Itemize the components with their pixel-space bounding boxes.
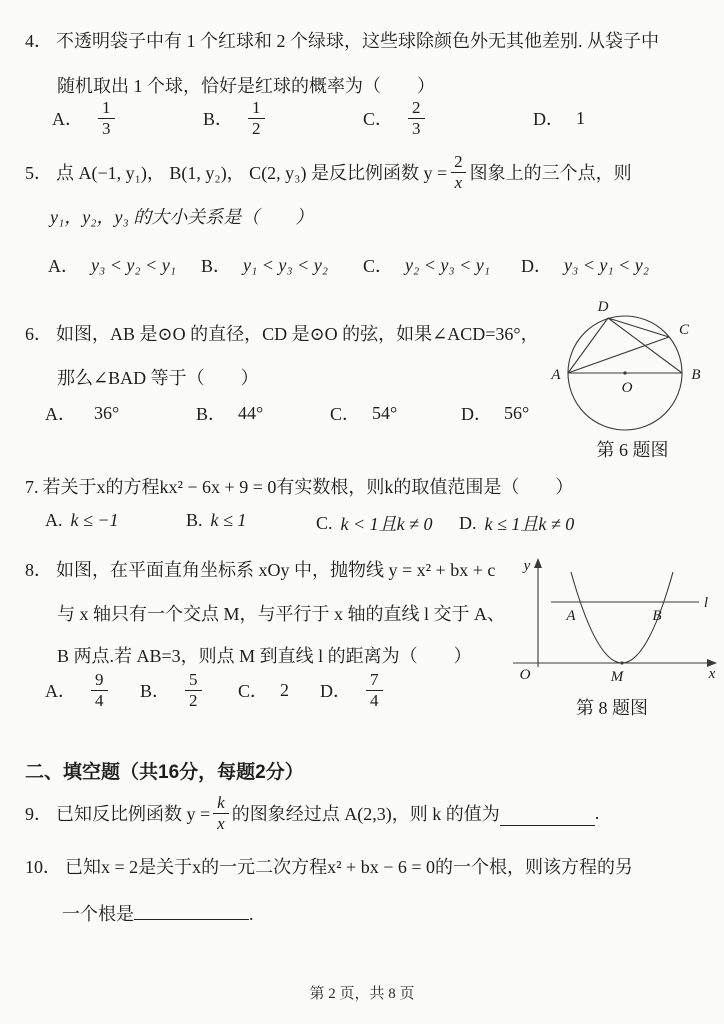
question-4-line-2: 随机取出 1 个球，恰好是红球的概率为（ ） [57, 76, 435, 96]
fraction: $\frac{1}{3}$ [98, 98, 115, 138]
question-7-line-1 [25, 473, 573, 499]
option-label: A． [52, 109, 83, 129]
q7-option-b [186, 510, 246, 531]
vertex-dot-m [620, 661, 623, 664]
figure-caption-q6: 第 6 题图 [596, 440, 669, 460]
option-value: 56° [504, 402, 530, 423]
q4-option-b [203, 94, 268, 142]
question-text: 图象上的三个点，则 [469, 163, 632, 183]
option-label: D. [459, 512, 477, 533]
question-text: 的图象经过点 A(2,3)，则 k 的值为 [231, 804, 500, 824]
option-label: B. [186, 510, 203, 530]
question-number: 7. [25, 477, 39, 497]
q4-option-d [533, 94, 585, 142]
option-label: D． [320, 681, 351, 701]
point-label-m: M [610, 669, 624, 685]
page-footer: 第 2 页，共 8 页 [309, 986, 415, 1002]
answer-blank [500, 825, 595, 826]
question-text: 点 A(−1, y₁)， B(1, y₂)， C(2, y₃) 是反比例函数 y = [56, 163, 448, 183]
option-label: B． [140, 681, 171, 701]
question-number: 5． [25, 163, 52, 183]
option-label: B． [203, 109, 234, 129]
option-value: 2 [280, 679, 290, 700]
chord-ad [568, 318, 608, 373]
chord-ac [568, 337, 669, 373]
fraction: $\frac{2}{x}$ [450, 152, 467, 192]
q8-option-c [238, 666, 289, 714]
option-label: B． [196, 404, 227, 424]
option-value: 36° [94, 402, 120, 423]
question-6-line-1 [25, 320, 539, 346]
option-label: C． [330, 404, 361, 424]
q7-option-d [459, 510, 574, 536]
option-label: D． [461, 404, 492, 424]
fraction: $\frac{5}{2}$ [185, 670, 202, 710]
option-label: A． [45, 404, 76, 424]
option-label: C. [316, 512, 333, 533]
question-text: 已知反比例函数 y = [56, 804, 211, 824]
option-label: D． [533, 109, 564, 129]
q8-option-a [45, 666, 111, 714]
point-label-a: A [551, 367, 561, 383]
q7-option-a [45, 510, 119, 531]
option-value: y₁ < y₃ < y₂ [243, 254, 329, 275]
question-text: 一个根是 [62, 904, 134, 924]
option-label: D． [521, 256, 552, 276]
question-number: 8． [25, 560, 52, 580]
fraction: $\frac{2}{3}$ [408, 98, 425, 138]
option-value: y₃ < y₁ < y₂ [564, 254, 650, 275]
option-label: C． [363, 109, 394, 129]
question-4-line-1 [25, 27, 659, 53]
center-label-o: O [621, 380, 633, 396]
question-6-line-2: 那么∠BAD 等于（ ） [57, 368, 259, 388]
question-number: 9． [25, 804, 52, 824]
q5-option-a [48, 252, 176, 278]
q7-option-c [316, 510, 433, 536]
option-value: k ≤ −1 [70, 510, 119, 530]
q5-option-d [521, 252, 649, 278]
question-10-line-1 [25, 853, 633, 879]
option-value: 1 [576, 107, 585, 128]
point-label-b: B [652, 608, 662, 624]
q6-option-d [461, 400, 529, 426]
option-label: A. [45, 510, 63, 530]
circle-figure-svg [545, 298, 720, 443]
q5-option-c [363, 252, 490, 278]
question-text: 若关于x的方程kx² − 6x + 9 = 0有实数根，则k的取值范围是（ ） [42, 477, 574, 497]
option-value: 44° [238, 402, 264, 423]
y-axis-arrow [534, 558, 542, 568]
option-value: k ≤ 1且k ≠ 0 [484, 514, 575, 534]
q6-option-c [330, 400, 397, 426]
option-value: y₃ < y₂ < y₁ [91, 254, 177, 275]
point-label-a: A [566, 608, 576, 624]
origin-label-o: O [519, 667, 531, 683]
point-label-b: B [691, 367, 701, 383]
axis-label-x: x [708, 666, 716, 682]
option-value: y₂ < y₃ < y₁ [405, 254, 491, 275]
answer-blank [134, 917, 249, 920]
chord-db [608, 318, 682, 373]
figure-caption-q8: 第 8 题图 [576, 698, 648, 718]
line-label-l: l [703, 595, 709, 611]
option-value: k ≤ 1 [210, 510, 247, 530]
parabola-figure-q8 [503, 556, 721, 718]
question-8-line-3: B 两点.若 AB=3，则点 M 到直线 l 的距离为（ ） [57, 646, 472, 666]
question-number: 4． [25, 31, 52, 51]
fraction: $\frac{7}{4}$ [366, 670, 383, 710]
q6-option-a [45, 400, 119, 426]
question-text: . [249, 904, 254, 924]
question-9-line [25, 788, 599, 838]
question-text: 已知x = 2是关于x的一元二次方程x² + bx − 6 = 0的一个根，则该方程的另 [65, 857, 633, 877]
question-8-line-2: 与 x 轴只有一个交点 M，与平行于 x 轴的直线 l 交于 A、 [57, 604, 506, 624]
option-label: C． [363, 256, 394, 276]
q4-option-c [363, 94, 428, 142]
fraction: $\frac{9}{4}$ [91, 670, 108, 710]
question-8-line-1 [25, 556, 495, 582]
fraction: $\frac{1}{2}$ [248, 98, 265, 138]
question-text: . [594, 802, 600, 823]
question-text: 如图，AB 是⊙O 的直径，CD 是⊙O 的弦，如果∠ACD=36°， [56, 324, 539, 344]
section-2-heading: 二、填空题（共16分，每题2分） [25, 762, 304, 783]
question-5-line-2: y₁，y₂，y₃ 的大小关系是（ ） [50, 207, 314, 227]
q5-option-b [201, 252, 328, 278]
q8-option-d [320, 666, 386, 714]
q6-option-b [196, 400, 263, 426]
question-number: 6． [25, 324, 52, 344]
circle-figure-q6 [545, 298, 720, 460]
option-label: A． [48, 256, 79, 276]
option-value: 54° [372, 402, 398, 423]
fraction: $\frac{k}{x}$ [213, 793, 229, 833]
option-value: k < 1且k ≠ 0 [340, 514, 433, 534]
option-label: A． [45, 681, 76, 701]
point-label-c: C [678, 322, 690, 338]
option-label: C． [238, 681, 269, 701]
question-5-line-1 [25, 148, 632, 196]
axis-label-y: y [523, 558, 531, 574]
question-10-line-2 [62, 900, 254, 926]
parabola-figure-svg [503, 556, 721, 696]
question-text: 如图，在平面直角坐标系 xOy 中，抛物线 y = x² + bx + c [56, 560, 496, 580]
q8-option-b [140, 666, 205, 714]
center-dot [623, 371, 626, 374]
point-label-d: D [597, 299, 609, 315]
q4-option-a [52, 94, 118, 142]
option-label: B． [201, 256, 232, 276]
question-text: 不透明袋子中有 1 个红球和 2 个绿球，这些球除颜色外无其他差别. 从袋子中 [56, 31, 659, 51]
question-number: 10． [25, 857, 61, 877]
